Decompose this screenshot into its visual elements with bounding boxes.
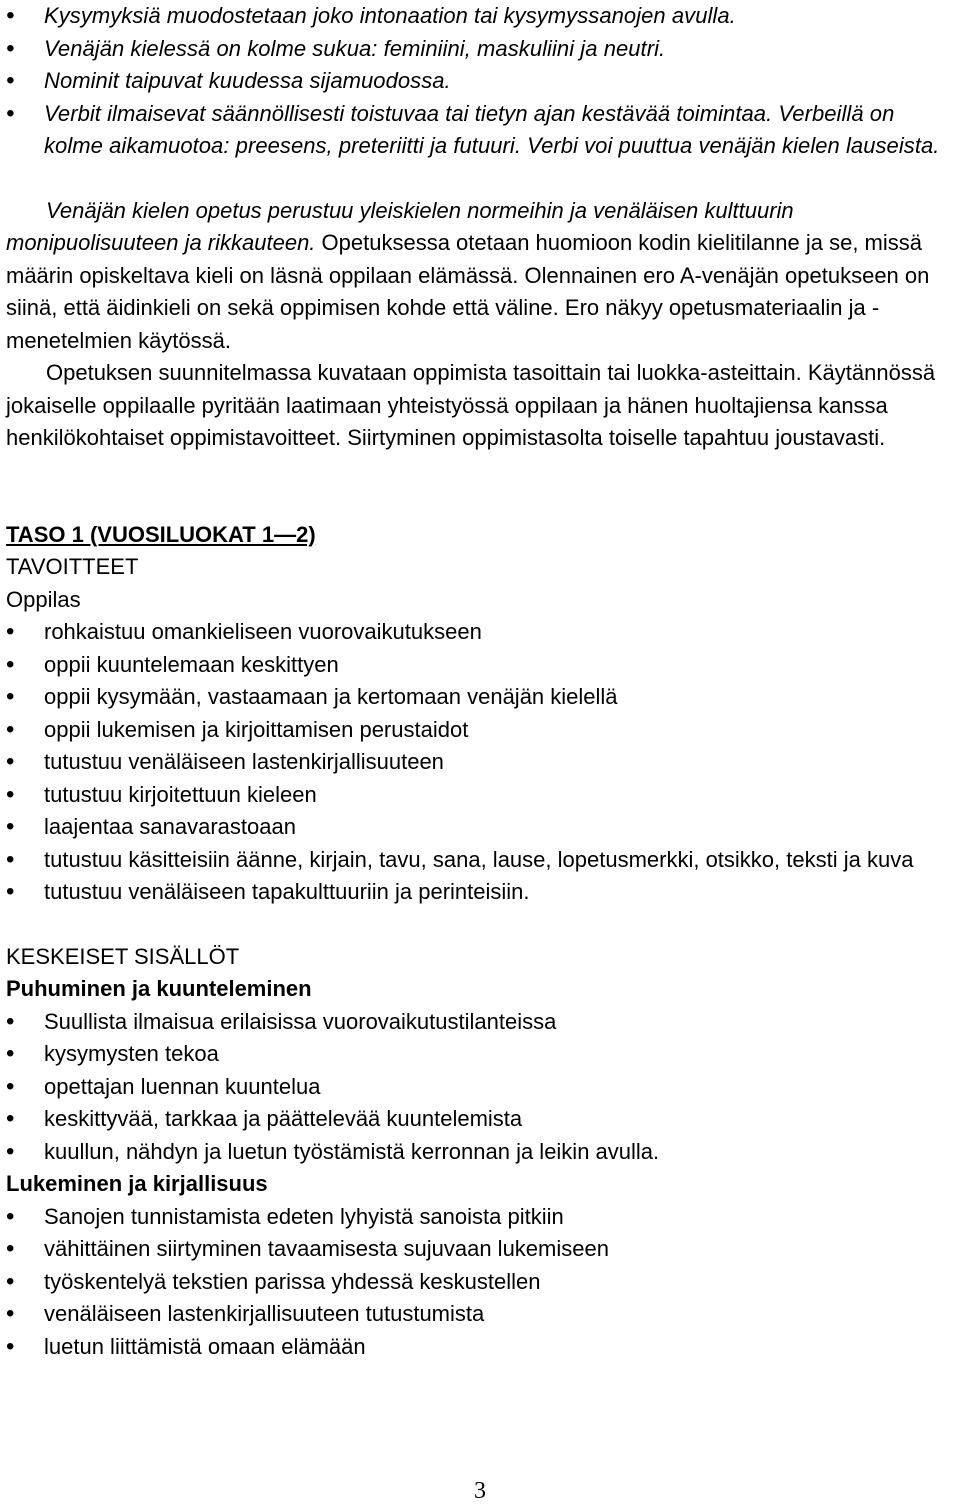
- list-item: • Suullista ilmaisua erilaisissa vuorovaikutustilanteissa: [6, 1006, 958, 1039]
- list-item: • Nominit taipuvat kuudessa sijamuodossa.: [6, 65, 958, 98]
- intro-bullet-list: [6, 0, 958, 163]
- speaking-heading: Puhuminen ja kuunteleminen: [6, 976, 312, 1001]
- goals-list: [6, 616, 958, 909]
- list-item: • työskentelyä tekstien parissa yhdessä keskustellen: [6, 1266, 958, 1299]
- list-item: • oppii kysymään, vastaamaan ja kertomaan venäjän kielellä: [6, 681, 958, 714]
- contents-heading: KESKEISET SISÄLLÖT: [6, 943, 240, 969]
- list-item: • luetun liittämistä omaan elämään: [6, 1331, 958, 1364]
- list-item: • tutustuu käsitteisiin äänne, kirjain, tavu, sana, lause, lopetusmerkki, otsikko, teksti ja kuva: [6, 844, 958, 877]
- list-item: • venäläiseen lastenkirjallisuuteen tutustumista: [6, 1298, 958, 1331]
- document-page: [6, 0, 958, 1363]
- reading-list: [6, 1201, 958, 1364]
- list-item: • vähittäinen siirtyminen tavaamisesta sujuvaan lukemiseen: [6, 1233, 958, 1266]
- list-item: • opettajan luennan kuuntelua: [6, 1071, 958, 1104]
- paragraph-italic-part: Venäjän kielen opetus perustuu yleiskielen normeihin ja venäläisen kulttuurin monipuolisuuteen ja rikkauteen.: [6, 197, 794, 255]
- goals-heading: TAVOITTEET: [6, 554, 139, 579]
- paragraph-rest: Opetuksessa otetaan huomioon kodin kielitilanne ja se, missä määrin opiskeltava kieli on läsnä oppilaan elämässä. Olennainen ero A-venäjän opetukseen on siinä, että äidinkieli on sekä oppimisen kohde että väline. Ero näkyy opetusmateriaalin ja -menetelmien käytössä.: [6, 230, 930, 353]
- list-item: • rohkaistuu omankieliseen vuorovaikutukseen: [6, 616, 958, 649]
- level-heading: TASO 1 (VUOSILUOKAT 1—2): [6, 521, 316, 547]
- list-item: • kuullun, nähdyn ja luetun työstämistä kerronnan ja leikin avulla.: [6, 1136, 958, 1169]
- speaking-list: [6, 1006, 958, 1169]
- paragraph-planning: Opetuksen suunnitelmassa kuvataan oppimista tasoittain tai luokka-asteittain. Käytännössä jokaiselle oppilaalle pyritään laatimaan yhteistyössä oppilaan ja hänen huoltajiensa kanssa henkilökohtaiset oppimistavoitteet. Siirtyminen oppimistasolta toiselle tapahtuu joustavasti.: [6, 360, 936, 450]
- list-item: • Venäjän kielessä on kolme sukua: feminiini, maskuliini ja neutri.: [6, 33, 958, 66]
- list-item: • Kysymyksiä muodostetaan joko intonaation tai kysymyssanojen avulla.: [6, 0, 958, 33]
- list-item: • tutustuu venäläiseen tapakulttuuriin ja perinteisiin.: [6, 876, 958, 909]
- list-item: • keskittyvää, tarkkaa ja päättelevää kuuntelemista: [6, 1103, 958, 1136]
- list-item: • tutustuu venäläiseen lastenkirjallisuuteen: [6, 746, 958, 779]
- page-number: 3: [474, 1478, 486, 1504]
- list-item: • Sanojen tunnistamista edeten lyhyistä sanoista pitkiin: [6, 1201, 958, 1234]
- pupil-label: Oppilas: [6, 586, 81, 612]
- list-item: • Verbit ilmaisevat säännöllisesti toistuvaa tai tietyn ajan kestävää toimintaa. Verbeillä on kolme aikamuotoa: preesens, preteriitti ja futuuri. Verbi voi puuttua venäjän kielen lauseista.: [6, 98, 958, 163]
- list-item: • laajentaa sanavarastoaan: [6, 811, 958, 844]
- reading-heading: Lukeminen ja kirjallisuus: [6, 1171, 268, 1196]
- list-item: • oppii lukemisen ja kirjoittamisen perustaidot: [6, 714, 958, 747]
- paragraph-teaching-basis: [6, 195, 958, 358]
- list-item: • oppii kuuntelemaan keskittyen: [6, 649, 958, 682]
- list-item: • kysymysten tekoa: [6, 1038, 958, 1071]
- list-item: • tutustuu kirjoitettuun kieleen: [6, 779, 958, 812]
